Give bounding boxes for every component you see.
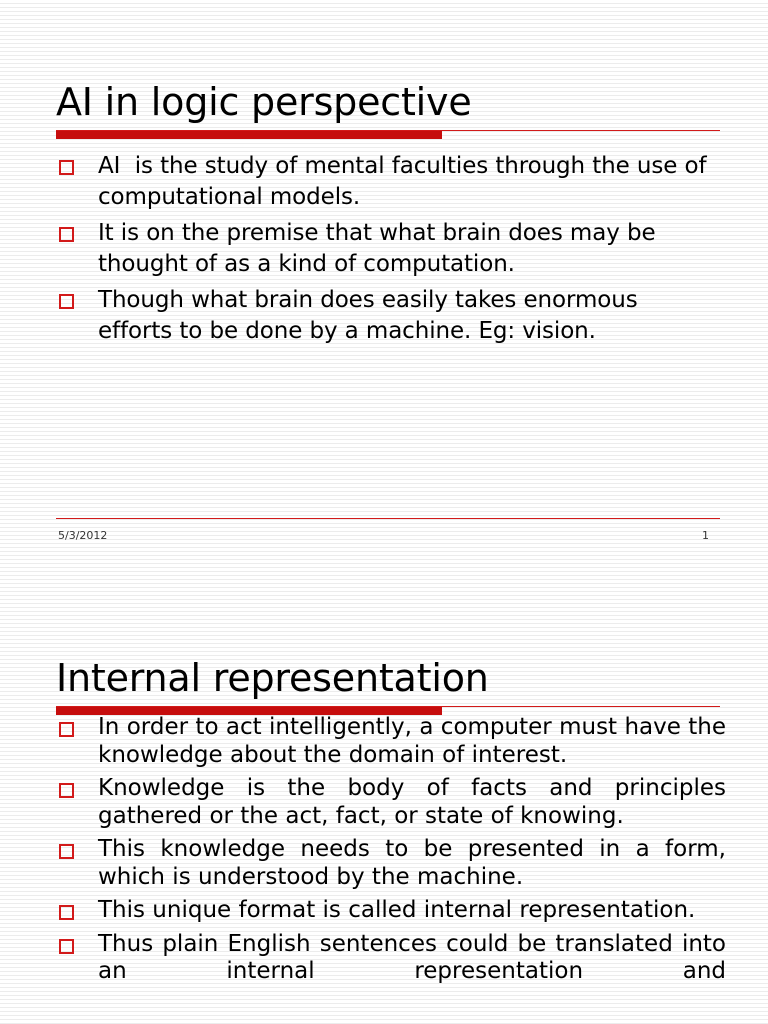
bullet-item <box>56 285 716 347</box>
bullet-item <box>56 931 726 986</box>
title-underline-thick <box>56 131 442 139</box>
bullet-text: This unique format is called internal representation. <box>98 897 696 923</box>
slide-number: 1 <box>702 529 709 542</box>
bullet-item <box>56 897 726 925</box>
square-bullet-icon <box>59 844 74 859</box>
footer-rule <box>56 518 720 519</box>
square-bullet-icon <box>59 905 74 920</box>
bullet-text: Knowledge is the body of facts and principles gathered or the act, fact, or state of knowing. <box>98 775 726 829</box>
square-bullet-icon <box>59 722 74 737</box>
slide-title: Internal representation <box>56 656 489 700</box>
bullet-text: It is on the premise that what brain does may be thought of as a kind of computation. <box>98 220 656 277</box>
slide-title: AI in logic perspective <box>56 80 472 124</box>
bullet-text: This knowledge needs to be presented in a form, which is understood by the machine. <box>98 836 726 890</box>
bullet-text: Though what brain does easily takes enormous efforts to be done by a machine. Eg: vision. <box>98 287 638 344</box>
bullet-item <box>56 218 716 280</box>
bullet-item <box>56 836 726 891</box>
square-bullet-icon <box>59 160 74 175</box>
bullet-item <box>56 151 716 213</box>
square-bullet-icon <box>59 294 74 309</box>
square-bullet-icon <box>59 783 74 798</box>
bullet-list <box>56 151 716 352</box>
bullet-item <box>56 714 726 769</box>
square-bullet-icon <box>59 939 74 954</box>
bullet-text: Thus plain English sentences could be translated into an internal representation and <box>98 930 726 984</box>
bullet-text: In order to act intelligently, a computer must have the knowledge about the domain of interest. <box>98 714 726 768</box>
bullet-item <box>56 775 726 830</box>
square-bullet-icon <box>59 227 74 242</box>
footer-date: 5/3/2012 <box>58 529 108 542</box>
bullet-list <box>56 714 726 992</box>
bullet-text: AI is the study of mental faculties through the use of computational models. <box>98 153 714 210</box>
slide-2 <box>0 610 768 1024</box>
